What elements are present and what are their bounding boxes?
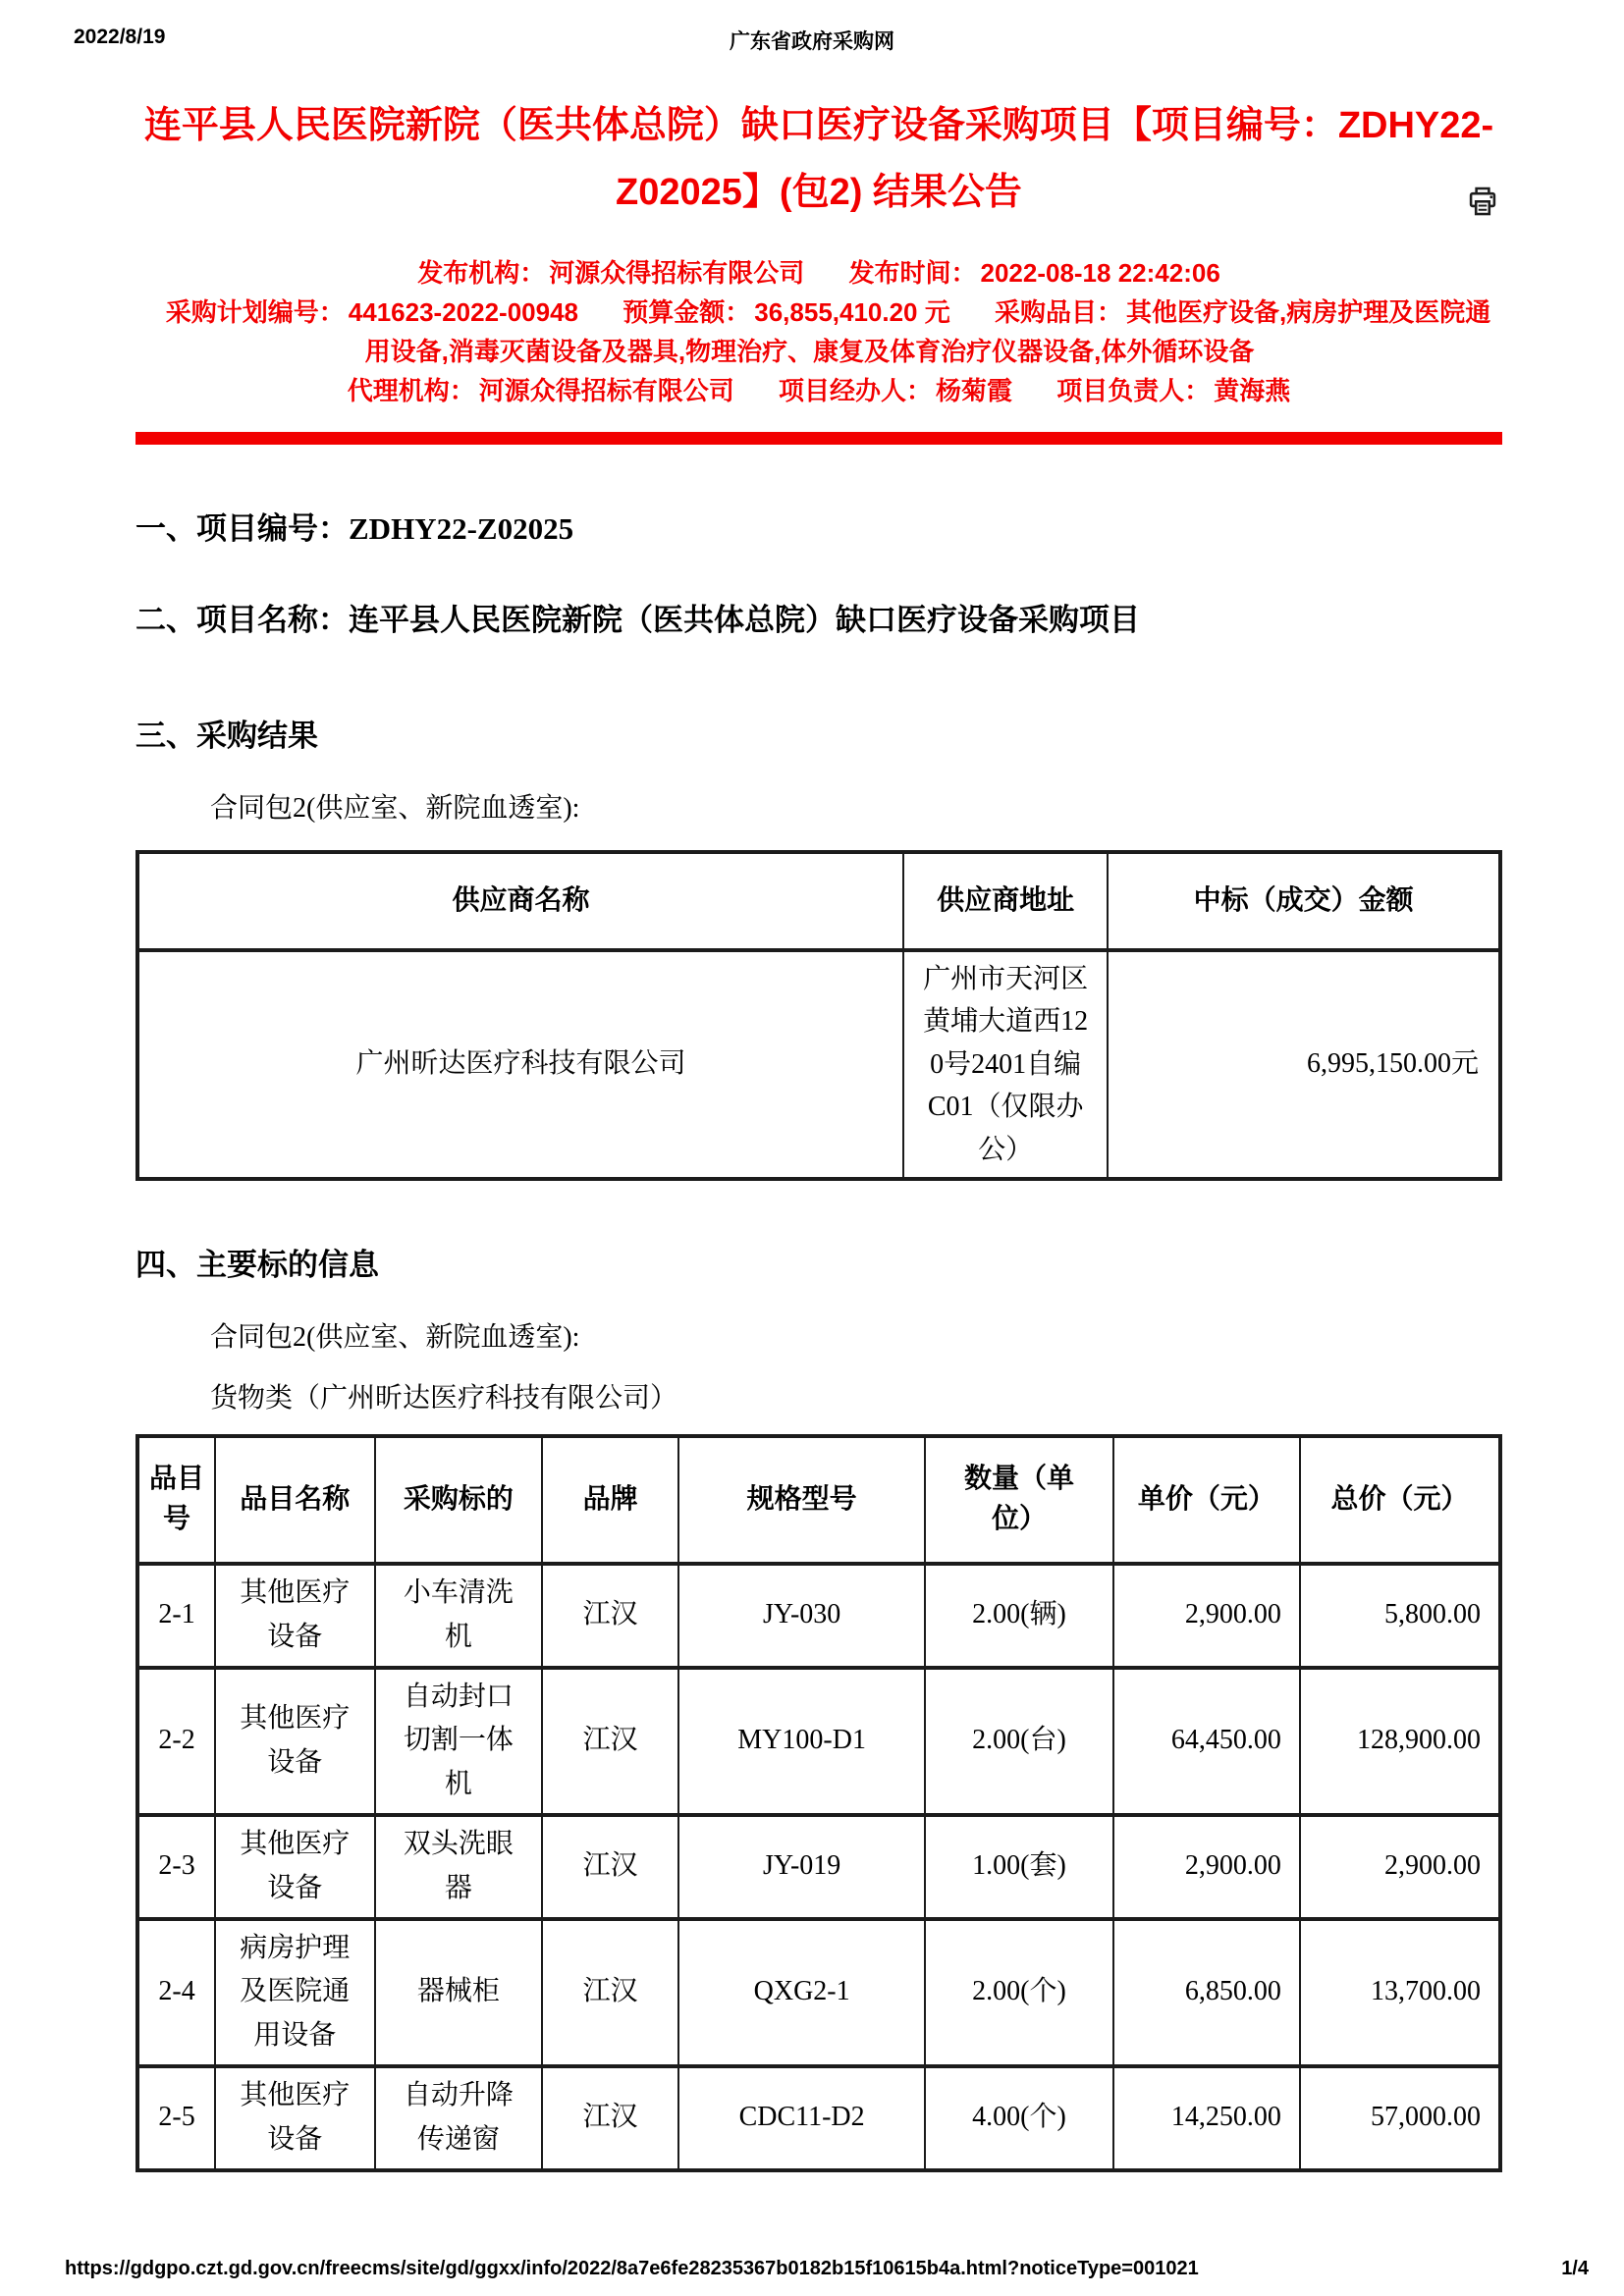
meta-agency-value: 河源众得招标有限公司 [478, 376, 734, 405]
body-cell: 江汉 [542, 1919, 678, 2066]
meta-budget-value: 36,855,410.20 元 [754, 297, 950, 327]
header-cell: 品牌 [542, 1436, 678, 1564]
body-cell: 128,900.00 [1300, 1668, 1500, 1815]
items-detail-table [135, 1434, 1502, 2172]
body-cell: 2.00(台) [925, 1668, 1113, 1815]
meta-category-label: 采购品目： [994, 297, 1122, 327]
header-cell: 采购标的 [375, 1436, 543, 1564]
header-cell: 品目名称 [215, 1436, 374, 1564]
section-procurement-result: 三、采购结果 [135, 719, 318, 753]
body-cell: 自动封口切割一体机 [375, 1668, 543, 1815]
items-detail-table-head [137, 1436, 1500, 1564]
header-cell: 单价（元） [1113, 1436, 1300, 1564]
goods-category-line: 货物类（广州昕达医疗科技有限公司） [210, 1382, 678, 1414]
body-cell: 广州市天河区黄埔大道西120号2401自编C01（仅限办公） [903, 950, 1108, 1179]
meta-plan-no [166, 297, 578, 327]
print-date: 2022/8/19 [74, 26, 166, 48]
body-cell: 江汉 [542, 1815, 678, 1919]
meta-line-publish [135, 253, 1502, 293]
body-cell: 器械柜 [375, 1919, 543, 2066]
body-cell: 1.00(套) [925, 1815, 1113, 1919]
body-cell: 5,800.00 [1300, 1564, 1500, 1668]
red-divider [135, 432, 1502, 445]
printer-icon [1465, 185, 1500, 218]
table-row [137, 2066, 1500, 2170]
header-cell: 供应商名称 [137, 852, 903, 950]
print-footer [0, 2258, 1624, 2280]
body-cell: 其他医疗设备 [215, 1564, 374, 1668]
meta-publish-time-label: 发布时间： [848, 258, 977, 288]
body-cell: 2-1 [137, 1564, 215, 1668]
meta-handler-label: 项目经办人： [778, 376, 932, 405]
body-cell: 江汉 [542, 1564, 678, 1668]
body-cell: 4.00(个) [925, 2066, 1113, 2170]
body-cell: 2-2 [137, 1668, 215, 1815]
meta-publish-time [848, 258, 1219, 288]
body-cell: MY100-D1 [678, 1668, 925, 1815]
body-cell: 病房护理及医院通用设备 [215, 1919, 374, 2066]
table-header-row [137, 1436, 1500, 1564]
body-cell: 2,900.00 [1113, 1564, 1300, 1668]
items-detail-table-body [137, 1564, 1500, 2170]
body-cell: 2,900.00 [1300, 1815, 1500, 1919]
body-cell: 其他医疗设备 [215, 2066, 374, 2170]
meta-manager-label: 项目负责人： [1056, 376, 1211, 405]
page-title-line2: Z02025】(包2) 结果公告 [616, 172, 1022, 213]
table-row [137, 1919, 1500, 2066]
body-cell: 13,700.00 [1300, 1919, 1500, 2066]
supplier-result-table-head [137, 852, 1500, 950]
body-cell: 其他医疗设备 [215, 1815, 374, 1919]
supplier-result-table [135, 850, 1502, 1181]
meta-publish-time-value: 2022-08-18 22:42:06 [980, 258, 1220, 288]
section-project-name: 二、项目名称：连平县人民医院新院（医共体总院）缺口医疗设备采购项目 [135, 603, 1140, 637]
table-row [137, 1815, 1500, 1919]
body-cell: 广州昕达医疗科技有限公司 [137, 950, 903, 1179]
body-cell: 14,250.00 [1113, 2066, 1300, 2170]
meta-handler [779, 376, 1012, 405]
header-cell: 数量（单位） [925, 1436, 1113, 1564]
table-row [137, 1668, 1500, 1815]
body-cell: 2.00(辆) [925, 1564, 1113, 1668]
body-cell: CDC11-D2 [678, 2066, 925, 2170]
table-row [137, 1564, 1500, 1668]
meta-publisher [417, 258, 804, 288]
meta-line-plan [135, 293, 1502, 371]
header-cell: 供应商地址 [903, 852, 1108, 950]
body-cell: 6,850.00 [1113, 1919, 1300, 2066]
table-header-row [137, 852, 1500, 950]
header-cell: 中标（成交）金额 [1108, 852, 1500, 950]
meta-block [135, 253, 1502, 410]
body-cell: 江汉 [542, 2066, 678, 2170]
header-cell: 总价（元） [1300, 1436, 1500, 1564]
body-cell: 2-3 [137, 1815, 215, 1919]
meta-publisher-label: 发布机构： [417, 258, 546, 288]
print-header [0, 0, 1624, 55]
body-cell: 双头洗眼器 [375, 1815, 543, 1919]
body-cell: 2,900.00 [1113, 1815, 1300, 1919]
body-cell: 其他医疗设备 [215, 1668, 374, 1815]
header-cell: 品目号 [137, 1436, 215, 1564]
meta-manager [1056, 376, 1290, 405]
body-cell: 6,995,150.00元 [1108, 950, 1500, 1179]
table-row [137, 950, 1500, 1179]
meta-manager-value: 黄海燕 [1214, 376, 1291, 405]
print-button[interactable] [1465, 185, 1500, 218]
body-cell: 自动升降传递窗 [375, 2066, 543, 2170]
section-project-number: 一、项目编号：ZDHY22-Z02025 [135, 511, 574, 546]
body-cell: QXG2-1 [678, 1919, 925, 2066]
items-contract-package-line: 合同包2(供应室、新院血透室): [210, 1321, 580, 1353]
footer-url: https://gdgpo.czt.gd.gov.cn/freecms/site/gd/ggxx/info/2022/8a7e6fe28235367b0182b15f10615b4a.html?noticeType=001021 [65, 2258, 1199, 2279]
body-cell: JY-019 [678, 1815, 925, 1919]
body-cell: 64,450.00 [1113, 1668, 1300, 1815]
body-cell: 2.00(个) [925, 1919, 1113, 2066]
page-title-line1: 连平县人民医院新院（医共体总院）缺口医疗设备采购项目【项目编号：ZDHY22- [143, 105, 1494, 146]
meta-line-agency [135, 371, 1502, 410]
meta-category-value: 其他医疗设备,病房护理及医院通用设备,消毒灭菌设备及器具,物理治疗、康复及体育治疗仪器设备,体外循环设备 [364, 297, 1491, 366]
header-cell: 规格型号 [678, 1436, 925, 1564]
body-cell: 江汉 [542, 1668, 678, 1815]
meta-plan-no-value: 441623-2022-00948 [348, 297, 578, 327]
meta-agency [348, 376, 734, 405]
result-contract-package-line: 合同包2(供应室、新院血透室): [210, 793, 580, 824]
meta-publisher-value: 河源众得招标有限公司 [549, 258, 805, 288]
supplier-result-table-body [137, 950, 1500, 1179]
meta-budget-label: 预算金额： [623, 297, 751, 327]
section-main-subject-info: 四、主要标的信息 [135, 1247, 379, 1282]
meta-plan-no-label: 采购计划编号： [165, 297, 345, 327]
meta-agency-label: 代理机构： [347, 376, 475, 405]
body-cell: 2-4 [137, 1919, 215, 2066]
meta-budget [623, 297, 950, 327]
footer-page-number: 1/4 [1561, 2258, 1589, 2279]
site-name: 广东省政府采购网 [730, 30, 894, 53]
page-title [135, 92, 1502, 226]
meta-handler-value: 杨菊霞 [936, 376, 1013, 405]
document-body [135, 92, 1502, 2172]
body-cell: 2-5 [137, 2066, 215, 2170]
body-cell: JY-030 [678, 1564, 925, 1668]
body-cell: 57,000.00 [1300, 2066, 1500, 2170]
body-cell: 小车清洗机 [375, 1564, 543, 1668]
